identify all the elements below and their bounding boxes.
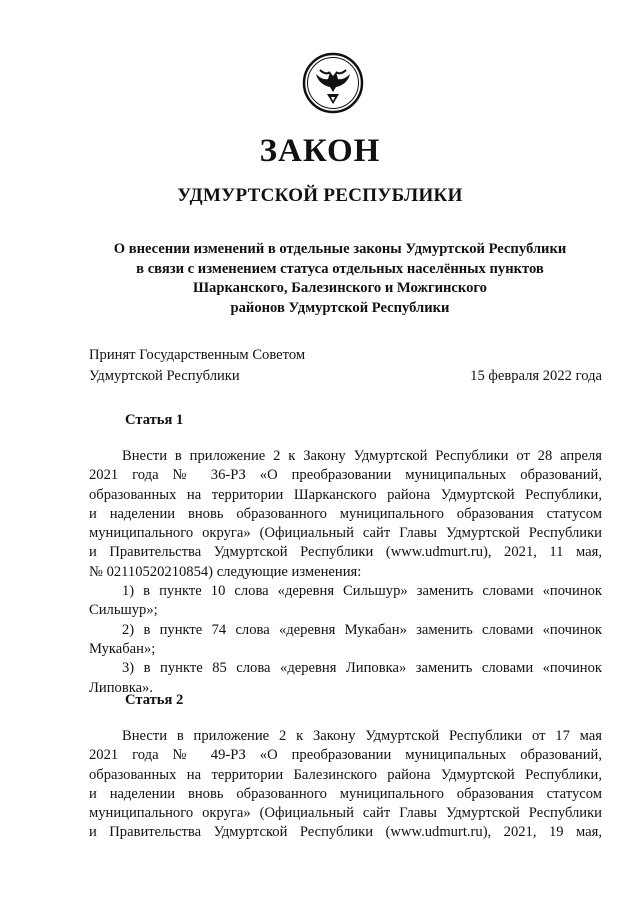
article-line: № 02110520210854) следующие изменения: <box>89 563 362 580</box>
adoption-line: Удмуртской Республики <box>89 368 240 384</box>
adoption-date: 15 февраля 2022 года <box>470 368 602 384</box>
article-line: 3) в пункте 85 слова «деревня Липовка» заменить словами «починок <box>122 660 602 677</box>
adoption-statement <box>89 345 305 387</box>
article-line: муниципального округа» (Официальный сайт Главы Удмуртской Республики <box>89 525 602 542</box>
article-line: 1) в пункте 10 слова «деревня Сильшур» заменить словами «починок <box>122 583 602 600</box>
article-1-body <box>89 447 602 698</box>
heading-line: Шарканского, Балезинского и Можгинского <box>193 280 487 297</box>
article-line: 2021 года № 49-РЗ «О преобразовании муниципальных образований, <box>89 747 602 764</box>
article-line: Липовка». <box>89 679 153 696</box>
article-2-body <box>89 727 602 843</box>
heading-line: О внесении изменений в отдельные законы Удмуртской Республики <box>113 241 567 257</box>
article-line: 2) в пункте 74 слова «деревня Мукабан» заменить словами «починок <box>122 621 602 638</box>
article-line: Внести в приложение 2 к Закону Удмуртской Республики от 17 мая <box>122 728 602 744</box>
article-line: и наделении вновь образованного муниципального образования статусом <box>89 785 602 802</box>
article-line: образованных на территории Шарканского района Удмуртской Республики, <box>89 486 602 503</box>
adoption-line: Принят Государственным Советом <box>89 347 306 363</box>
article-1-title: Статья 1 <box>125 412 184 428</box>
article-line: и наделении вновь образованного муниципального образования статусом <box>89 505 602 522</box>
article-line: Внести в приложение 2 к Закону Удмуртской Республики от 28 апреля <box>122 448 602 464</box>
article-line: 2021 года № 36-РЗ «О преобразовании муниципальных образований, <box>89 467 602 484</box>
heading-line: в связи с изменением статуса отдельных населённых пунктов <box>136 260 544 277</box>
article-line: образованных на территории Балезинского района Удмуртской Республики, <box>89 766 602 783</box>
article-2-title: Статья 2 <box>125 692 184 708</box>
udmurt-coat-of-arms-icon <box>302 52 364 114</box>
law-heading <box>80 240 600 319</box>
law-title: ЗАКОН <box>259 133 381 169</box>
heading-line: районов Удмуртской Республики <box>230 300 450 317</box>
article-line: и Правительства Удмуртской Республики (www.udmurt.ru), 2021, 19 мая, <box>89 824 602 841</box>
article-line: и Правительства Удмуртской Республики (www.udmurt.ru), 2021, 11 мая, <box>89 544 602 561</box>
article-line: муниципального округа» (Официальный сайт Главы Удмуртской Республики <box>89 805 602 822</box>
article-line: Мукабан»; <box>89 640 156 657</box>
law-subtitle: УДМУРТСКОЙ РЕСПУБЛИКИ <box>177 185 463 206</box>
article-line: Сильшур»; <box>89 602 158 619</box>
